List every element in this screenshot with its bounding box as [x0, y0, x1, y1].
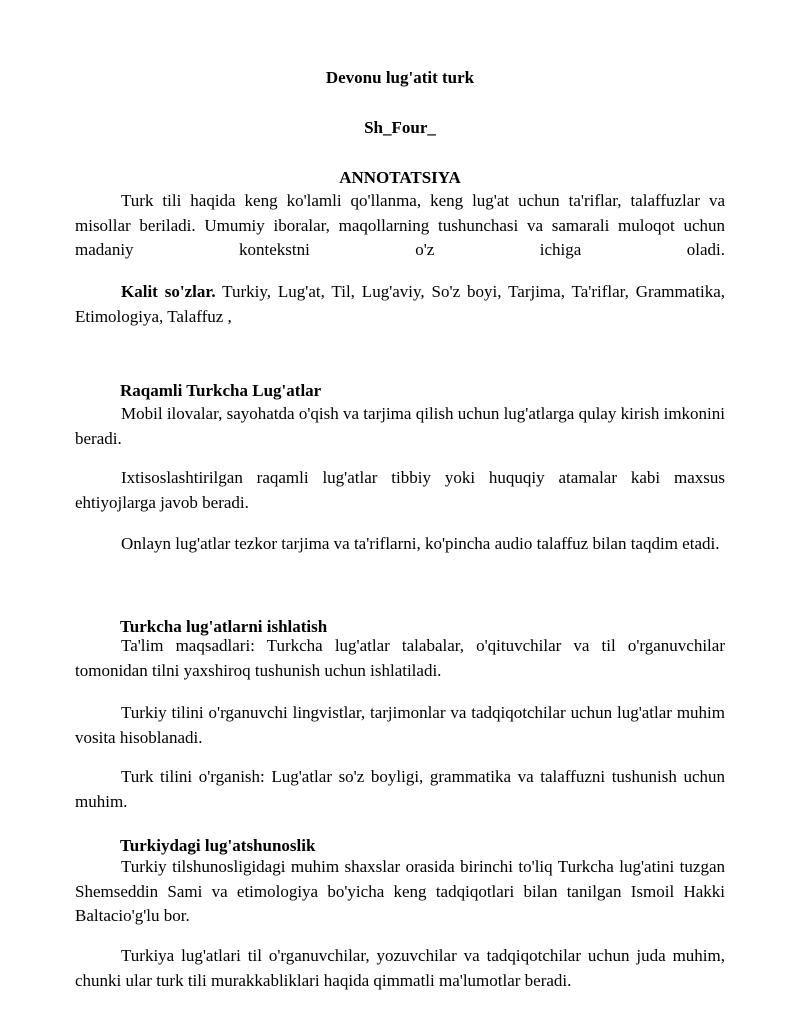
abstract-text: Turk tili haqida keng ko'lamli qo'llanma, keng lug'at uchun ta'riflar, talaffuzlar va misollar beriladi. Umumiy iboralar, maqollarning tushunchasi va samarali muloqot uchun madaniy kontekstni o'z ichiga oladi. [75, 191, 725, 259]
section-paragraph: Turk tilini o'rganish: Lug'atlar so'z boyligi, grammatika va talaffuzni tushunish uchun muhim. [75, 767, 725, 811]
keywords-text: Turkiy, Lug'at, Til, Lug'aviy, So'z boyi, Tarjima, Ta'riflar, Grammatika, Etimologiya, Talaffuz , [75, 282, 725, 326]
section-heading: Turkiydagi lug'atshunoslik [120, 836, 316, 855]
section-paragraph: Mobil ilovalar, sayohatda o'qish va tarjima qilish uchun lug'atlarga qulay kirish imkonini beradi. [75, 404, 725, 448]
section-paragraph: Ixtisoslashtirilgan raqamli lug'atlar tibbiy yoki huquqiy atamalar kabi maxsus ehtiyojlarga javob beradi. [75, 468, 725, 512]
keywords-label: Kalit so'zlar. [121, 282, 216, 301]
section-paragraph: Ta'lim maqsadlari: Turkcha lug'atlar talabalar, o'qituvchilar va til o'rganuvchilar tomonidan tilni yaxshiroq tushunish uchun ishlatiladi. [75, 636, 725, 680]
abstract-heading: ANNOTATSIYA [339, 168, 461, 187]
document-title: Devonu lug'atit turk [325, 68, 475, 87]
keywords-paragraph [75, 280, 725, 329]
section-paragraph: Onlayn lug'atlar tezkor tarjima va ta'riflarni, ko'pincha audio talaffuz bilan taqdim etadi. [121, 534, 720, 553]
section-paragraph: Turkiya lug'atlari til o'rganuvchilar, yozuvchilar va tadqiqotchilar uchun juda muhim, chunki ular turk tili murakkabliklari haqida qimmatli ma'lumotlar beradi. [75, 946, 725, 990]
section-heading: Raqamli Turkcha Lug'atlar [120, 381, 322, 400]
section-paragraph: Turkiy tilshunosligidagi muhim shaxslar orasida birinchi to'liq Turkcha lug'atini tuzgan Shemseddin Sami va etimologiya bo'yicha keng tadqiqotlari bilan tanilgan Ismoil Hakki Baltacio'g'lu bor. [75, 857, 725, 925]
section-paragraph: Turkiy tilini o'rganuvchi lingvistlar, tarjimonlar va tadqiqotchilar uchun lug'atlar muhim vosita hisoblanadi. [75, 703, 725, 747]
section-heading: Turkcha lug'atlarni ishlatish [120, 617, 328, 636]
document-author: Sh_Four_ [364, 118, 436, 137]
